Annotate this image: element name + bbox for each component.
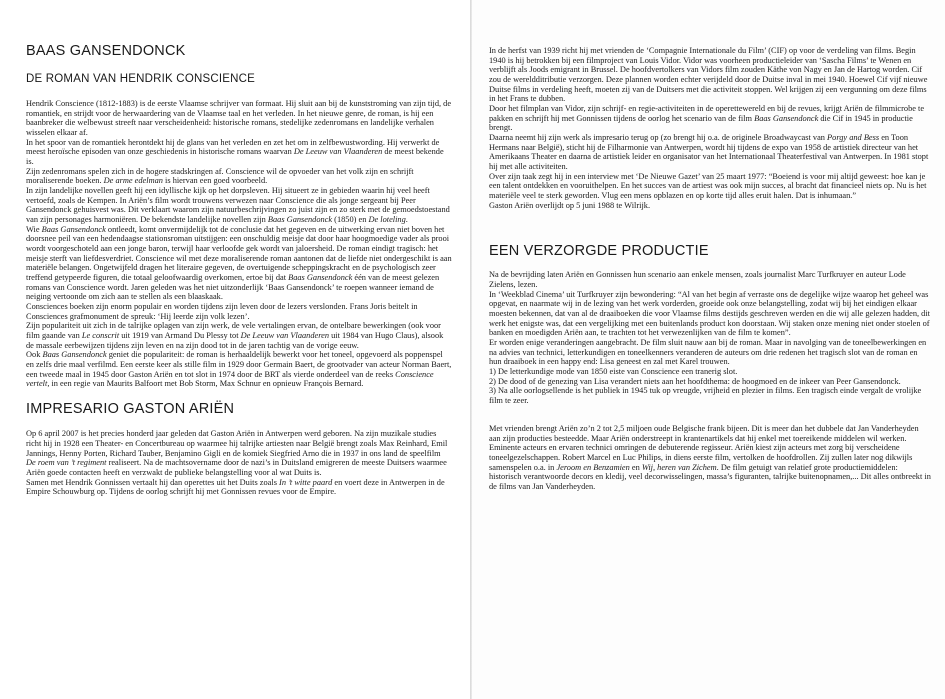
paragraph: 2) De dood of de genezing van Lisa verandert niets aan het hoofdthema: de hoogmoed en de inkeer van Peer Gansendonck. <box>489 376 901 386</box>
section-heading-productie: EEN VERZORGDE PRODUCTIE <box>489 243 709 260</box>
paragraph: Consciences boeken zijn enorm populair en worden tijdens zijn leven door de lezers verslonden. Frans Joris beitelt in Consciences grafmonument de spreuk: ‘Hij leerde zijn volk lezen’. <box>26 302 418 321</box>
paragraph: Zijn zedenromans spelen zich in de hogere stadskringen af. Conscience wil de opvoeder van het volk zijn en schrijft moraliserende boeken. De arme edelman is hiervan een goed voorbeeld. <box>26 166 414 186</box>
paragraph: Over zijn taak zegt hij in een interview met ‘De Nieuwe Gazet’ van 25 maart 1977: “Boeiend is voor mij altijd geweest: hoe kan je een talent ontdekken en vooruithelpen. En het succes van de artiest was ook mijn succes, al bracht dat financieel niets op. Nu is het materiële veel te sterk geworden. Vlug een mens opblazen en op korte tijd alles eruit halen. Dat is inhumaan.” <box>489 171 927 201</box>
paragraph: Na de bevrijding laten Ariën en Gonnissen hun scenario aan enkele mensen, zoals journalist Marc Turfkruyer en auteur Lode Zielens, lezen. <box>489 270 906 290</box>
italic-title: Conscience vertelt <box>26 369 434 389</box>
italic-title: Baas Gansendonck <box>288 273 353 283</box>
italic-title: De Leeuw van Vlaanderen <box>240 331 330 341</box>
paragraph: In ‘Weekblad Cinema’ uit Turfkruyer zijn bewondering: “Al van het begin af verraste ons de degelijke wijze waarop het geheel was opgevat, en naarmate wij in de lezing van het werk vorderden, groeide ook onze belangstelling, zodat wij bij het eindigen elkaar moesten bekennen, dat van al de draaiboeken die voor Vlaamse films destijds geschreven werden en die wij alle gelezen hadden, dit werk het enigste was, dat een vergelijking met een buitenlands product kon doorstaan. Wij staken onze mening niet onder stoelen of banken en moedigden Ariën aan, te trachten tot het verwezenlijken van de film te komen”. <box>489 289 930 338</box>
italic-title: De loteling <box>368 215 406 225</box>
italic-title: Baas Gansendonck <box>41 224 106 234</box>
paragraph: Met vrienden brengt Ariën zo’n 2 tot 2,5 miljoen oude Belgische frank bijeen. Dit is meer dan het dubbele dat Jan Vanderheyden aan zijn producties besteedde. Maar Ariën onderstreept in krantenartikels dat hij enkel met toereikende middelen wil werken. Eminente acteurs en ervaren technici omringen de debuterende regisseur. Ariën kiest zijn acteurs met zorg bij verscheidene toneelgezelschappen. Robert Marcel en Luc Philips, in diens eerste film, vertolken de hoofdrollen. Zij zullen later nog dikwijls samenspelen o.a. in Jeroom en Benzamien en Wij, heren van Zichem. De film getuigt van relatief grote productiemiddelen: historisch verantwoorde decors en kledij, veel decorwisselingen, massa’s figuranten, talrijke buitenopnamen,... Dit alles ontbreekt in de films van Jan Vanderheyden. <box>489 423 931 491</box>
paragraph: Door het filmplan van Vidor, zijn schrijf- en regie-activiteiten in de operettewereld en bij de revues, krijgt Ariën de filmmicrobe te pakken en schrijft hij met Gonnissen tijdens de oorlog het scenario van de film Baas Gansendonck die Cif in 1945 in productie brengt. <box>489 104 925 133</box>
paragraph: Op 6 april 2007 is het precies honderd jaar geleden dat Gaston Ariën in Antwerpen werd geboren. Na zijn muzikale studies richt hij in 1928 een Theater- en Concertbureau op waarmee hij talrijke artiesten naar België brengt zoals Max Reinhard, Emil Jannings, Henny Porten, Richard Tauber, Benjamino Gigli en de komiek Siegfried Arno die in 1937 in ons land de speelfilm De roem van ’t regiment realiseert. Na de machtsovername door de nazi’s in Duitsland emigreren de meeste Duitsers waarmee Ariën goede contacten heeft en verzwakt de publieke belangstelling voor al wat Duits is. <box>26 429 448 477</box>
impresario-body-text <box>26 429 452 497</box>
italic-title: Wij, heren van Zichem <box>641 462 717 472</box>
paragraph: Zijn populariteit uit zich in de talrijke oplagen van zijn werk, de vele vertalingen ervan, de ontelbare bewerkingen (ook voor film gaande van Le conscrit uit 1919 van Armand Du Plessy tot De Leeuw van Vlaanderen uit 1984 van Hugo Claus), alsook de massale eerbewijzen tijdens zijn leven en na zijn dood tot in de jaren tachtig van de vorige eeuw. <box>26 321 444 350</box>
italic-title: De roem van ’t regiment <box>26 458 107 468</box>
paragraph: Gaston Ariën overlijdt op 5 juni 1988 te Wilrijk. <box>489 200 651 210</box>
italic-title: Baas Gansendonck <box>42 350 107 360</box>
left-body-text <box>26 99 452 389</box>
paragraph: 3) Na alle oorlogsellende is het publiek in 1945 tuk op vreugde, vrijheid en plezier in films. Een tragisch einde vergalt de vrolijke film te zeer. <box>489 386 922 406</box>
right-page <box>472 0 945 699</box>
document-subtitle: DE ROMAN VAN HENDRIK CONSCIENCE <box>26 73 255 85</box>
productie-body-text-b <box>489 424 931 492</box>
paragraph: Samen met Hendrik Gonnissen vertaalt hij dan operettes uit het Duits zoals In ’t witte paard en voert deze in Antwerpen in de Empire Schouwburg op. Tijdens de oorlog schrijft hij met Gonnissen revues voor de Empire. <box>26 477 445 497</box>
italic-title: De arme edelman <box>103 176 163 186</box>
paragraph: In zijn landelijke novellen geeft hij een idyllische kijk op het dorpsleven. Hij situeert ze in gebieden waarin hij veel heeft vertoefd, zoals de Kempen. In Ariën’s film wordt trouwens verwezen naar Conscience die als jonge sergeant bij Peer Gansendonck gehuisvest was. Dit verklaart waarom zijn natuurbeschrijvingen zo juist zijn en zo sterk met de gemoedstoestand van zijn personages harmoniëren. De bekendste landelijke novellen zijn Baas Gansendonck (1850) en De loteling. <box>26 186 450 225</box>
paragraph: Wie Baas Gansendonck ontleedt, komt onvermijdelijk tot de conclusie dat het gegeven en de uitwerking ervan niet boven het doorsnee peil van een hedendaagse stationsroman uitstijgen: een onschuldig meisje dat door haar hoogmoedige vader als prooi wordt voorgeschoteld aan een jonge baron, terwijl haar verloofde gek wordt van jaloersheid. De roman eindigt tragisch: het meisje sterft van liefdesverdriet. Conscience wil met deze moraliserende roman aantonen dat de liefde niet ondergeschikt is aan materiële belangen. Ongetwijfeld dragen het literaire gegeven, de overtuigende scheppingskracht en de psychologisch zeer treffend getypeerde figuren, die totaal geloofwaardig overkomen, ertoe bij dat Baas Gansendonck één van de meest gelezen romans van Conscience wordt. Jaren geleden was het niet uitzonderlijk ‘Baas Gansendonck’ te roepen wanneer iemand de neiging vertoonde om zich aan te stellen als een blaaskaak. <box>26 224 452 302</box>
paragraph: 1) De letterkundige mode van 1850 eiste van Conscience een tranerig slot. <box>489 367 738 377</box>
paragraph: In de herfst van 1939 richt hij met vrienden de ‘Compagnie Internationale du Film’ (CIF) op voor de verdeling van films. Begin 1940 is hij betrokken bij een filmproject van Louis Vidor. Vidor was voorheen productieleider van ‘Sascha Films’ te Wenen en verblijft als Joods emigrant in Brussel. De hoofdvertolkers van Vidors film zouden Käthe von Nagy en Jan de Hartog worden. Cif zou de wereldditributie verzorgen. Deze plannen worden echter verijdeld door de Duitse inval in mei 1940. Hoewel Cif vijf nieuwe Duitse films in verdeling heeft, moeten zij van de Duitsers met die activiteit stoppen. Wel krijgen zij een vergunning om deze films in het Frans te dubben. <box>489 46 928 104</box>
paragraph: Ook Baas Gansendonck geniet die populariteit: de roman is herhaaldelijk bewerkt voor het toneel, opgevoerd als poppenspel en zelfs drie maal verfilmd. Een eerste keer als stille film in 1929 door Germain Baert, de grootvader van acteur Norman Baert, een tweede maal in 1945 door Gaston Ariën en tot slot in 1974 door de BRT als vierde onderdeel van de reeks Conscience vertelt, in een regie van Maurits Balfoort met Bob Storm, Max Schnur en opnieuw François Bernard. <box>26 350 452 389</box>
italic-title: Baas Gansendonck <box>267 215 333 225</box>
italic-title: De Leeuw van Vlaanderen <box>293 147 383 157</box>
paragraph: In het spoor van de romantiek herontdekt hij de glans van het verleden en zet het om in zelfbewustwording. Hij verwerkt de meest heroïsche episoden van onze geschiedenis in historische romans waarvan De Leeuw van Vlaanderen de meest bekende is. <box>26 137 444 167</box>
italic-title: In ’t witte paard <box>279 477 333 487</box>
section-heading-impresario: IMPRESARIO GASTON ARIËN <box>26 401 235 418</box>
paragraph: Daarna neemt hij zijn werk als impresario terug op (zo brengt hij o.a. de originele Broadwaycast van Porgy and Bess en Toon Hermans naar België), sticht hij de Filharmonie van Antwerpen, wordt hij tijdens de expo van 1958 de artistiek directeur van het Amerikaans Theater en daarna de artistiek leider en organisator van het Internationaal Theaterfestival van Antwerpen. In 1981 stopt hij met alle activiteiten. <box>489 133 929 172</box>
productie-body-text-a <box>489 270 931 405</box>
italic-title: Baas Gansendonck <box>754 113 819 123</box>
document-title: BAAS GANSENDONCK <box>26 43 186 59</box>
italic-title: Le conscrit <box>81 331 120 341</box>
left-page <box>0 0 470 699</box>
paragraph: Er worden enige veranderingen aangebracht. De film sluit nauw aan bij de roman. Maar in navolging van de toneelbewerkingen en na advies van technici, letterkundigen en toneelkenners veranderen de auteurs om drie redenen het tragisch slot van de roman en hun draaiboek in een happy end: Lisa geneest en zal met Karel trouwen. <box>489 338 927 367</box>
italic-title: Porgy and Bess <box>827 133 880 143</box>
paragraph: Hendrik Conscience (1812-1883) is de eerste Vlaamse schrijver van formaat. Hij sluit aan bij de kunststroming van zijn tijd, de romantiek, en strijdt voor de herwaardering van de Vlaamse taal en het verleden. In het nieuwe genre, de roman, is hij een baanbreker die welbewust streeft naar verscheidenheid: historische romans, stedelijke zedenromans en landelijke verhalen wisselen elkaar af. <box>26 99 452 138</box>
arien-biography-text <box>489 46 931 210</box>
italic-title: Jeroom en Benzamien <box>556 462 630 472</box>
